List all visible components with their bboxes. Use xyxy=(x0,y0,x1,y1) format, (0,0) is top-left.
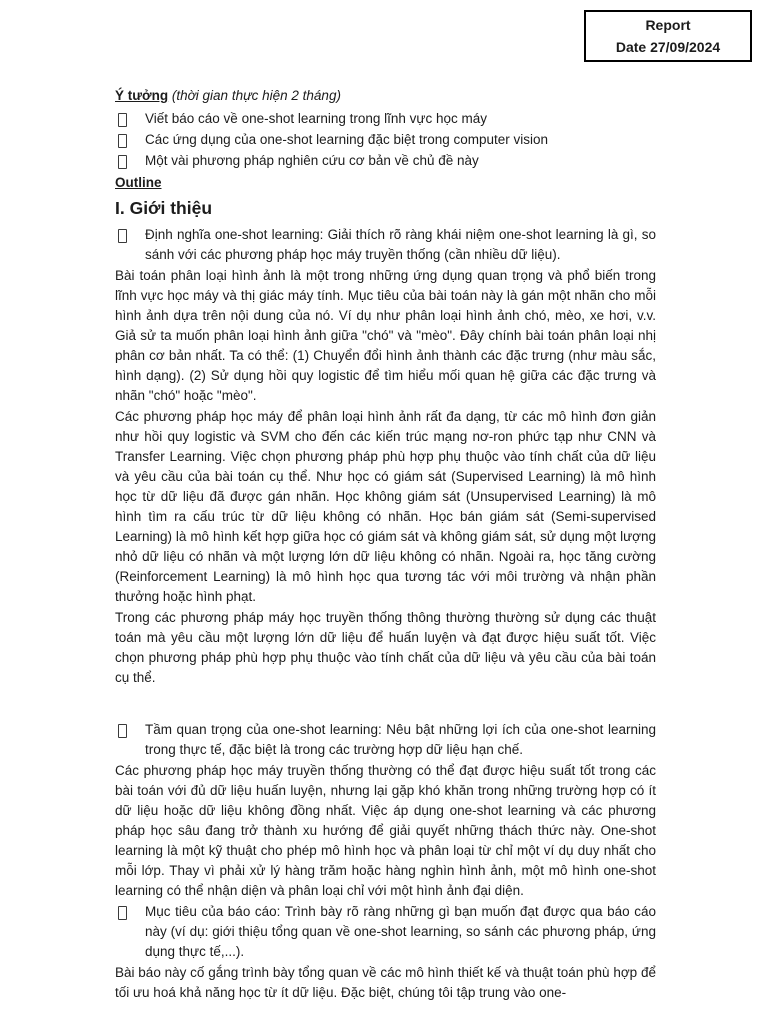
body-paragraph: Các phương pháp học máy để phân loại hình ảnh rất đa dạng, từ các mô hình đơn giản như hồi quy logistic và SVM cho đến các kiến trúc mạng nơ-ron phức tạp như CNN và Transfer Learning. Việc chọn phương pháp phù hợp phụ thuộc vào tính chất của dữ liệu và yêu cầu của bài toán cụ thể. Như học có giám sát (Supervised Learning) là mô hình học từ dữ liệu đã được gán nhãn. Học không giám sát (Unsupervised Learning) là mô hình tìm ra cấu trúc từ dữ liệu không có nhãn. Học bán giám sát (Semi-supervised Learning) là mô hình kết hợp giữa học có giám sát và không giám sát, sử dụng một lượng nhỏ dữ liệu có nhãn và một lượng lớn dữ liệu không có nhãn. Ngoài ra, học tăng cường (Reinforcement Learning) là mô hình học qua tương tác với môi trường và nhận phần thưởng hoặc hình phạt. xyxy=(115,409,656,604)
document-content xyxy=(115,86,656,1004)
body-paragraph: Trong các phương pháp máy học truyền thống thông thường thường sử dụng các thuật toán mà yêu cầu một lượng lớn dữ liệu để huấn luyện và đạt được hiệu suất tốt. Việc chọn phương pháp phù hợp phụ thuộc vào tính chất của dữ liệu và yêu cầu của bài toán cụ thể. xyxy=(115,610,656,685)
blank-line-spacer xyxy=(115,689,656,720)
list-item-text: Viết báo cáo về one-shot learning trong lĩnh vực học máy xyxy=(145,111,487,126)
list-item-text: Định nghĩa one-shot learning: Giải thích rõ ràng khái niệm one-shot learning là gì, so sánh với các phương pháp học máy truyền thống (cần nhiều dữ liệu). xyxy=(145,227,656,262)
idea-title: Ý tưởng xyxy=(115,88,169,103)
missing-glyph-bullet-icon xyxy=(118,113,127,127)
missing-glyph-bullet-icon xyxy=(118,906,127,920)
body-paragraph: Bài báo này cố gắng trình bày tổng quan về các mô hình thiết kế và thuật toán phù hợp để tối ưu hoá khả năng học từ ít dữ liệu. Đặc biệt, chúng tôi tập trung vào one- xyxy=(115,965,656,1000)
missing-glyph-bullet-icon xyxy=(118,134,127,148)
list-item-text: Tầm quan trọng của one-shot learning: Nêu bật những lợi ích của one-shot learning trong thực tế, đặc biệt là trong các trường hợp dữ liệu hạn chế. xyxy=(145,722,656,757)
list-item xyxy=(115,225,656,265)
list-item xyxy=(115,109,656,129)
list-item-text: Một vài phương pháp nghiên cứu cơ bản về chủ đề này xyxy=(145,153,479,168)
list-item xyxy=(115,151,656,171)
report-header-box xyxy=(584,10,752,62)
report-date: Date 27/09/2024 xyxy=(615,39,721,55)
missing-glyph-bullet-icon xyxy=(118,724,127,738)
list-item xyxy=(115,720,656,760)
section-heading-gioi-thieu: I. Giới thiệu xyxy=(115,198,213,218)
body-paragraph: Bài toán phân loại hình ảnh là một trong những ứng dụng quan trọng và phổ biến trong lĩnh vực học máy và thị giác máy tính. Mục tiêu của bài toán này là gán một nhãn cho mỗi hình ảnh dựa trên nội dung của nó. Ví dụ như phân loại hình ảnh chó, mèo, xe hơi, v.v. Giả sử ta muốn phân loại hình ảnh giữa "chó" và "mèo". Đây chính bài toán phân loại nhị phân cơ bản nhất. Ta có thể: (1) Chuyển đổi hình ảnh thành các đặc trưng (như màu sắc, hình dạng). (2) Sử dụng hồi quy logistic để tìm hiểu mối quan hệ giữa các đặc trưng và nhãn "chó" hoặc "mèo". xyxy=(115,268,656,403)
missing-glyph-bullet-icon xyxy=(118,155,127,169)
outline-label: Outline xyxy=(115,175,162,190)
list-item-text: Các ứng dụng của one-shot learning đặc biệt trong computer vision xyxy=(145,132,549,147)
list-item-text: Mục tiêu của báo cáo: Trình bày rõ ràng những gì bạn muốn đạt được qua báo cáo này (ví dụ: giới thiệu tổng quan về one-shot learning, so sánh các phương pháp, ứng dụng thực tế,...). xyxy=(145,904,656,959)
missing-glyph-bullet-icon xyxy=(118,229,127,243)
list-item xyxy=(115,902,656,962)
body-paragraph: Các phương pháp học máy truyền thống thường có thể đạt được hiệu suất tốt trong các bài toán với đủ dữ liệu huấn luyện, nhưng lại gặp khó khăn trong những trường hợp có ít dữ liệu hoặc dữ liệu không đồng nhất. Việc áp dụng one-shot learning và các phương pháp học sâu đang trở thành xu hướng để giải quyết những thách thức này. One-shot learning là một kỹ thuật cho phép mô hình học và phân loại từ chỉ một ví dụ duy nhất cho mỗi lớp. Thay vì phải xử lý hàng trăm hoặc hàng nghìn hình ảnh, một mô hình one-shot learning có thể nhận diện và phân loại chỉ với một hình ảnh đại diện. xyxy=(115,763,656,898)
idea-duration-note: (thời gian thực hiện 2 tháng) xyxy=(168,88,341,103)
idea-heading-line xyxy=(115,86,656,106)
report-title: Report xyxy=(645,17,691,33)
list-item xyxy=(115,130,656,150)
